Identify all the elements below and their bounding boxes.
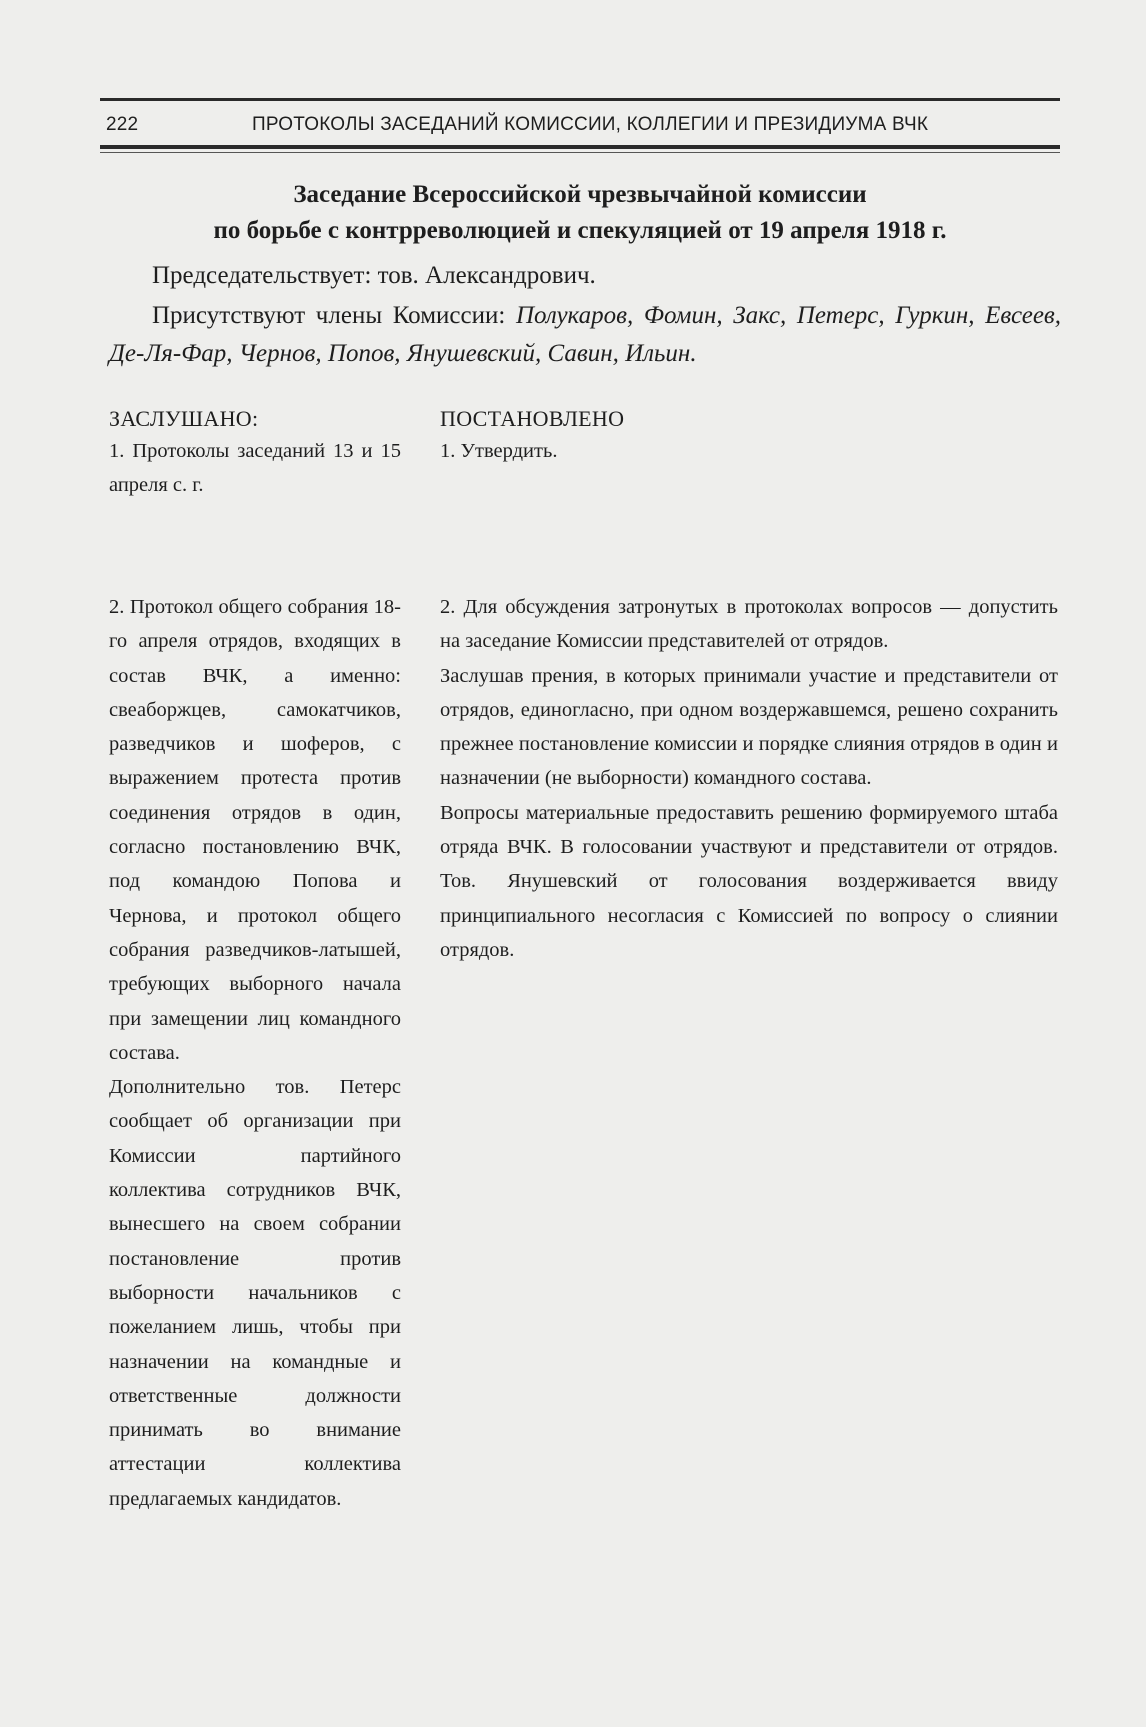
chair-line: Председательствует: тов. Александрович. (152, 262, 596, 289)
item-1-resolved (440, 434, 1058, 468)
item-2-resolved-p2: Заслушав прения, в которых принимали участие и представители от отрядов, единогласно, при одном воздержавшемся, решено сохранить прежнее постановление комиссии и порядке слияния отрядов в один и назначении (не выборности) командного состава. (440, 664, 1058, 790)
header-rule-top (100, 98, 1060, 101)
item-1-resolved-text: 1. Утвердить. (440, 440, 558, 462)
column-heading-heard: ЗАСЛУШАНО: (109, 406, 259, 431)
document-title (120, 177, 1040, 249)
page-number: 222 (106, 114, 139, 135)
running-title: ПРОТОКОЛЫ ЗАСЕДАНИЙ КОМИССИИ, КОЛЛЕГИИ И ПРЕЗИДИУМА ВЧК (252, 114, 929, 135)
title-line-1: Заседание Всероссийской чрезвычайной комиссии (293, 181, 867, 208)
members-label: Присутствуют члены Комиссии: (152, 302, 506, 329)
item-2-heard (109, 590, 401, 1516)
members-names: Полукаров, Фомин, Закс, Петерс, Гуркин, Евсеев, Де-Ля-Фар, Чернов, Попов, Янушевский, Савин, Ильин. (109, 302, 1062, 367)
item-2-resolved-text: 2. Для обсуждения затронутых в протоколах вопросов — допустить на заседание Комиссии представителей от отрядов. (440, 596, 1058, 653)
running-header (106, 110, 1056, 144)
item-1-heard (109, 434, 401, 503)
item-2-heard-extra: Дополнительно тов. Петерс сообщает об организации при Комиссии партийного коллектива сотрудников ВЧК, вынесшего на своем собрании постановление против выборности начальников с пожеланием лишь, чтобы при назначении на командные и ответственные должности принимать во внимание аттестации коллектива предлагаемых кандидатов. (109, 1076, 401, 1510)
column-heading-resolved: ПОСТАНОВЛЕНО (440, 406, 625, 431)
item-2-heard-text: 2. Протокол общего собрания 18-го апреля отрядов, входящих в состав ВЧК, а именно: свеаборжцев, самокатчиков, разведчиков и шоферов, с выражением протеста против соединения отрядов в один, согласно постановлению ВЧК, под командою Попова и Чернова, и протокол общего собрания разведчиков-латышей, требующих выборного начала при замещении лиц командного состава. (109, 596, 401, 1064)
members-paragraph (109, 297, 1061, 373)
header-rule-bottom (100, 145, 1060, 149)
item-2-resolved-p3: Вопросы материальные предоставить решению формируемого штаба отряда ВЧК. В голосовании участвуют и представители от отрядов. Тов. Янушевский от голосования воздерживается ввиду принципиального несогласия с Комиссией по вопросу о слиянии отрядов. (440, 801, 1058, 961)
header-rule-bottom-thin (100, 152, 1060, 153)
item-2-resolved (440, 590, 1058, 967)
title-line-2: по борьбе с контрреволюцией и спекуляцией от 19 апреля 1918 г. (213, 217, 947, 244)
item-1-heard-text: 1. Протоколы заседаний 13 и 15 апреля с. г. (109, 440, 401, 497)
